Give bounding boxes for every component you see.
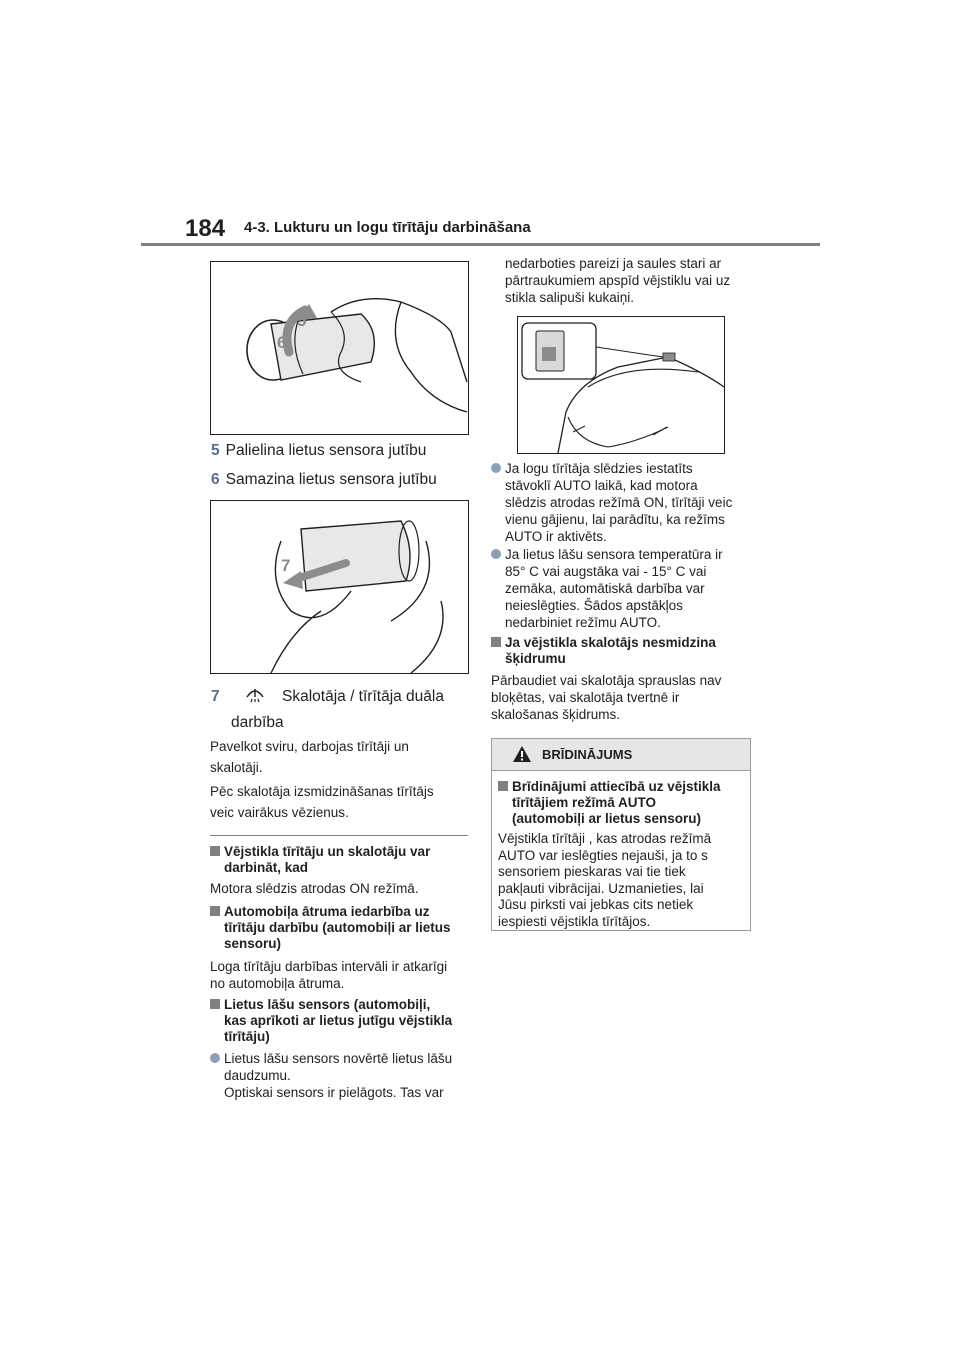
para-pull-lever-1: Pavelkot sviru, darbojas tīrītāji un (210, 739, 409, 754)
square-bullet (498, 781, 508, 791)
car-sensor-illustration (518, 317, 724, 453)
warning-box (491, 738, 751, 931)
figure-washer-pull (210, 500, 469, 674)
step-5: 5 Palielina lietus sensora jutību (211, 442, 427, 459)
warning-heading: Brīdinājumi attiecībā uz vējstikla tīrītājiem režīmā AUTO (automobiļi ar lietus sensoru) (498, 779, 758, 827)
step-7: 7 (211, 688, 220, 705)
section-divider (210, 835, 468, 836)
bullet-rain-sensor: Lietus lāšu sensors novērtē lietus lāšu daudzumu. Optiskai sensors ir pielāgots. Tas var (210, 1050, 482, 1101)
figure-rain-sensor (517, 316, 725, 454)
round-bullet (210, 1053, 220, 1063)
warning-body: Vējstikla tīrītāji , kas atrodas režīmā AUTO var ieslēgties nejauši, ja to s sensoriem pieskaras vai tie tiek pakļauti vibrācijai. Uzmanieties, lai Jūsu pirksti vai jebkas cits netiek iespiesti vējstikla tīrītājos. (498, 831, 712, 929)
body-can-operate: Motora slēdzis atrodas ON režīmā. (210, 881, 419, 896)
figure-label-5: 5 (297, 311, 307, 330)
section-vehicle-speed: Automobiļa ātruma iedarbība uz tīrītāju darbību (automobiļi ar lietus sensoru) (210, 904, 482, 952)
warning-title: BRĪDINĀJUMS (542, 747, 633, 762)
square-bullet (210, 906, 220, 916)
continued-text: nedarboties pareizi ja saules stari ar pārtraukumiem apspīd vējstiklu vai uz stikla salipuši kukaiņi. (505, 256, 731, 305)
body-vehicle-speed: Loga tīrītāju darbības intervāli ir atkarīgi no automobiļa ātruma. (210, 959, 448, 991)
para-after-wash-1: Pēc skalotāja izsmidzināšanas tīrītājs (210, 784, 434, 799)
section-title: 4-3. Lukturu un logu tīrītāju darbināšana (244, 219, 531, 236)
step-7-text-line2: darbība (231, 714, 284, 731)
figure-label-6: 6 (277, 333, 287, 352)
square-bullet (210, 846, 220, 856)
square-bullet (491, 637, 501, 647)
washer-wiper-icon (244, 685, 266, 705)
bullet-auto-mode: Ja logu tīrītāja slēdzies iestatīts stāvoklī AUTO laikā, kad motora slēdzis atrodas režīmā ON, tīrītāji veic vienu gājienu, lai parādītu, ka režīms AUTO ir aktivēts. (491, 460, 765, 545)
lever-pull-illustration (211, 501, 468, 673)
section-can-operate: Vējstikla tīrītāju un skalotāju var darbināt, kad (210, 844, 482, 876)
step-6: 6 Samazina lietus sensora jutību (211, 471, 437, 488)
round-bullet (491, 549, 501, 559)
bullet-temperature: Ja lietus lāšu sensora temperatūra ir 85° C vai augstāka vai - 15° C vai zemāka, automātiskā darbība var neieslēgties. Šādos apstākļos nedarbiniet režīmu AUTO. (491, 546, 765, 631)
section-washer-not-spraying: Ja vējstikla skalotājs nesmidzina šķidrumu (491, 635, 765, 667)
hand-lever-illustration (211, 262, 468, 434)
step-7-text-line1: Skalotāja / tīrītāja duāla (282, 688, 444, 705)
para-pull-lever-2: skalotāji. (210, 760, 263, 775)
warning-triangle-icon (512, 745, 532, 763)
header-rule (141, 243, 820, 246)
warning-header (492, 739, 750, 771)
figure-label-7: 7 (281, 556, 291, 575)
figure-sensitivity-ring (210, 261, 469, 435)
body-washer-not-spraying: Pārbaudiet vai skalotāja sprauslas nav bloķētas, vai skalotāja tvertnē ir skalošanas šķidrums. (491, 673, 722, 722)
para-after-wash-2: veic vairākus vēzienus. (210, 805, 349, 820)
page-number: 184 (185, 215, 226, 242)
square-bullet (210, 999, 220, 1009)
round-bullet (491, 463, 501, 473)
section-rain-sensor: Lietus lāšu sensors (automobiļi, kas aprīkoti ar lietus jutīgu vējstikla tīrītāju) (210, 997, 482, 1045)
